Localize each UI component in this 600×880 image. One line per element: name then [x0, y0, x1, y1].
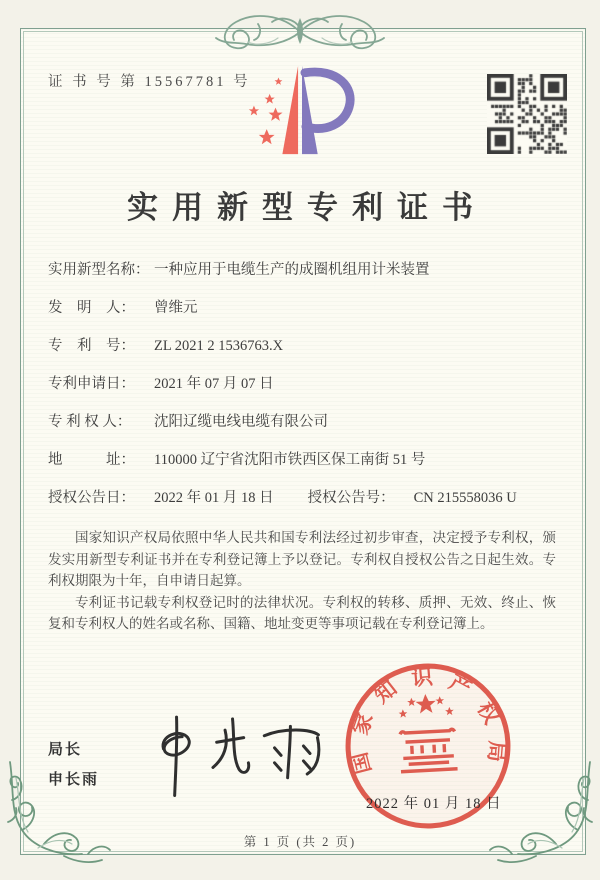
field-patent-number [48, 334, 556, 372]
field-label: 授权公告号： [307, 490, 395, 506]
commissioner-name: 申长雨 [48, 772, 100, 788]
field-list [48, 258, 556, 524]
shen-changyu-signature-icon [126, 704, 326, 802]
certificate-number: 证 书 号 第 15567781 号 [48, 74, 251, 90]
field-label: 发 明 人： [48, 300, 135, 316]
field-label: 地 址： [48, 452, 135, 468]
field-value: 一种应用于电缆生产的成圈机组用计米装置 [154, 262, 430, 278]
grant-date: 2022 年 01 月 18 日 [366, 796, 502, 812]
field-value: 曾维元 [154, 300, 198, 316]
field-grant-announcement [48, 486, 556, 524]
field-utility-model-name [48, 258, 556, 296]
certificate-title: 实用新型专利证书 [127, 190, 487, 225]
field-value: 2021 年 07 月 07 日 [154, 376, 274, 392]
field-value: ZL 2021 2 1536763.X [154, 338, 284, 354]
field-filing-date [48, 372, 556, 410]
field-address [48, 448, 556, 486]
seal-ring-text: 国家知识产权局 [347, 664, 510, 777]
field-label: 授权公告日： [48, 490, 135, 506]
field-label: 实用新型名称： [48, 262, 150, 278]
field-label: 专 利 号： [48, 338, 135, 354]
qr-code [487, 74, 567, 154]
legal-text [48, 527, 556, 635]
cnipa-logo-icon [243, 60, 361, 162]
field-value: 110000 辽宁省沈阳市铁西区保工南街 51 号 [154, 452, 426, 468]
field-value: CN 215558036 U [413, 490, 517, 506]
field-value: 2022 年 01 月 18 日 [154, 490, 274, 506]
legal-paragraph-2: 专利证书记载专利权登记时的法律状况。专利权的转移、质押、无效、终止、恢复和专利权人的姓名或名称、国籍、地址变更等事项记载在专利登记簿上。 [48, 594, 556, 631]
top-flourish-ornament-icon [150, 4, 450, 60]
field-value: 沈阳辽缆电线电缆有限公司 [154, 414, 328, 430]
commissioner-title: 局长 [48, 742, 83, 758]
field-label: 专 利 权 人： [48, 414, 132, 430]
field-label: 专利申请日： [48, 376, 135, 392]
field-patentee [48, 410, 556, 448]
field-inventor [48, 296, 556, 334]
legal-paragraph-1: 国家知识产权局依照中华人民共和国专利法经过初步审查，决定授予专利权，颁发实用新型专利证书并在专利登记簿上予以登记。专利权自授权公告之日起生效。专利权期限为十年，自申请日起算。 [48, 530, 556, 588]
page-number: 第 1 页 (共 2 页) [243, 835, 357, 849]
